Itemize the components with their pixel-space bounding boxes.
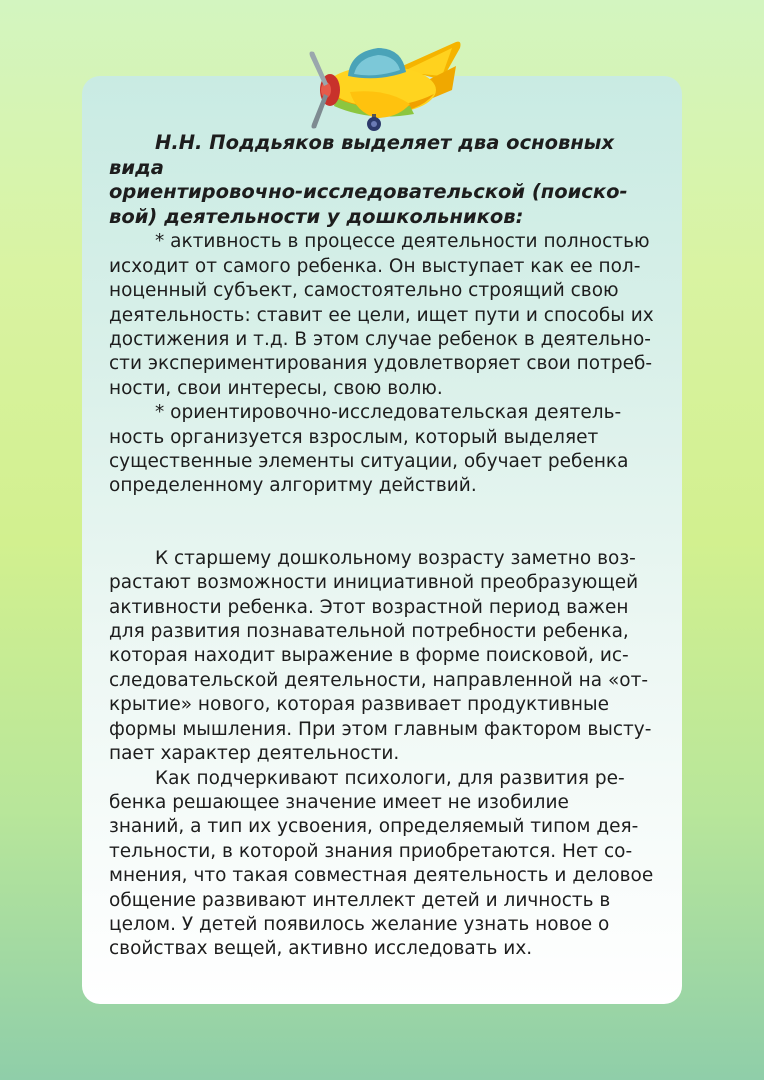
text-line: исходит от самого ребенка. Он выступает как ее пол- <box>109 255 641 277</box>
text-line: растают возможности инициативной преобразующей <box>109 572 639 594</box>
list-item-2 <box>109 401 665 499</box>
text-line: * ориентировочно-исследовательская деятель- <box>155 402 622 424</box>
text-line: знаний, а тип их усвоения, определяемый типом дея- <box>109 816 639 838</box>
text-line: тельности, в которой знания приобретаются. Нет со- <box>109 840 633 862</box>
text-line: ноценный субъект, самостоятельно строящий свою <box>109 280 619 302</box>
text-line: вой) деятельности у дошкольников: <box>109 204 524 228</box>
text-line: для развития познавательной потребности ребенка, <box>109 621 629 643</box>
text-line: определенному алгоритму действий. <box>109 475 477 497</box>
text-line: сти экспериментирования удовлетворяет свои потреб- <box>109 353 653 375</box>
list-item-1 <box>109 230 665 401</box>
text-line: ности, свои интересы, свою волю. <box>109 377 443 399</box>
text-line: ориентировочно-исследовательской (поиско- <box>109 180 628 204</box>
text-line: существенные элементы ситуации, обучает ребенка <box>109 451 629 473</box>
lead-paragraph <box>109 131 665 229</box>
text-line: бенка решающее значение имеет не изобилие <box>109 791 569 813</box>
text-line: крытие» нового, которая развивает продуктивные <box>109 694 609 716</box>
text-line: активности ребенка. Этот возрастной период важен <box>109 596 629 618</box>
text-line: Н.Н. Поддьяков выделяет два основных вида <box>109 131 615 179</box>
toy-airplane-icon <box>306 28 464 132</box>
text-line: следовательской деятельности, направленной на «от- <box>109 669 649 691</box>
text-line: формы мышления. При этом главным фактором высту- <box>109 718 652 740</box>
text-line: пает характер деятельности. <box>109 743 400 765</box>
text-line: К старшему дошкольному возрасту заметно воз- <box>155 547 636 569</box>
text-line: достижения и т.д. В этом случае ребенок в деятельно- <box>109 329 651 350</box>
text-line: которая находит выражение в форме поисковой, ис- <box>109 645 629 667</box>
text-line: общение развивают интеллект детей и личность в <box>109 889 611 911</box>
text-line: * активность в процессе деятельности полностью <box>155 231 650 253</box>
paragraph-3 <box>109 547 665 767</box>
text-line: целом. У детей появилось желание узнать новое о <box>109 913 610 935</box>
text-line: ность организуется взрослым, который выделяет <box>109 426 599 448</box>
text-line: деятельность: ставит ее цели, ищет пути и способы их <box>109 304 654 326</box>
text-line: Как подчеркивают психологи, для развития ре- <box>155 767 625 789</box>
text-line: мнения, что такая совместная деятельность и деловое <box>109 865 654 887</box>
article-text <box>109 131 665 962</box>
text-line: свойствах вещей, активно исследовать их. <box>109 938 533 960</box>
paragraph-gap <box>109 499 665 547</box>
paragraph-4 <box>109 767 665 962</box>
